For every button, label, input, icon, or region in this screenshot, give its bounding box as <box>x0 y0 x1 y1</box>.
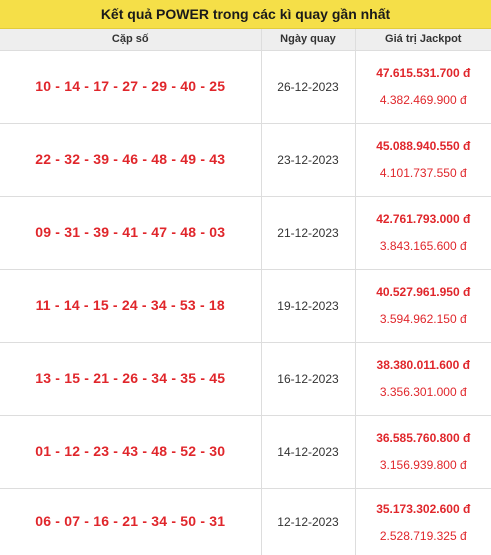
jackpot-cell <box>355 123 491 196</box>
jackpot-cell <box>355 50 491 123</box>
numbers-cell <box>0 123 261 196</box>
widget-title: Kết quả POWER trong các kì quay gần nhất <box>0 0 491 29</box>
date-cell <box>261 488 355 555</box>
winning-numbers: 09 - 31 - 39 - 41 - 47 - 48 - 03 <box>35 223 226 240</box>
date-cell <box>261 269 355 342</box>
jackpot-2-value: 4.382.469.900 đ <box>379 93 467 107</box>
winning-numbers: 22 - 32 - 39 - 46 - 48 - 49 - 43 <box>35 150 226 167</box>
jackpot-2-value: 3.594.962.150 đ <box>379 312 467 326</box>
winning-numbers: 13 - 15 - 21 - 26 - 34 - 35 - 45 <box>35 369 226 386</box>
numbers-cell <box>0 196 261 269</box>
results-table <box>0 29 491 555</box>
jackpot-2-value: 3.356.301.000 đ <box>379 385 467 399</box>
jackpot-2-value: 3.843.165.600 đ <box>379 239 467 253</box>
table-row <box>0 196 491 269</box>
table-row <box>0 415 491 488</box>
jackpot-2-value: 2.528.719.325 đ <box>379 528 467 543</box>
numbers-cell <box>0 342 261 415</box>
numbers-cell <box>0 269 261 342</box>
column-header-date: Ngày quay <box>261 29 355 50</box>
winning-numbers: 10 - 14 - 17 - 27 - 29 - 40 - 25 <box>35 77 226 94</box>
winning-numbers: 01 - 12 - 23 - 43 - 48 - 52 - 30 <box>35 442 226 459</box>
draw-date: 14-12-2023 <box>277 444 339 459</box>
table-row <box>0 123 491 196</box>
date-cell <box>261 50 355 123</box>
table-row <box>0 488 491 555</box>
jackpot-2-value: 3.156.939.800 đ <box>379 458 467 472</box>
winning-numbers: 11 - 14 - 15 - 24 - 34 - 53 - 18 <box>35 296 225 313</box>
column-header-jackpot: Giá trị Jackpot <box>355 29 491 50</box>
draw-date: 12-12-2023 <box>277 515 339 530</box>
winning-numbers: 06 - 07 - 16 - 21 - 34 - 50 - 31 <box>35 513 226 530</box>
draw-date: 21-12-2023 <box>277 225 339 240</box>
numbers-cell <box>0 488 261 555</box>
table-header-row <box>0 29 491 50</box>
numbers-cell <box>0 415 261 488</box>
jackpot-cell <box>355 269 491 342</box>
jackpot-1-value: 35.173.302.600 đ <box>376 501 471 516</box>
jackpot-1-value: 36.585.760.800 đ <box>376 431 471 445</box>
table-row <box>0 342 491 415</box>
jackpot-1-value: 42.761.793.000 đ <box>376 212 471 226</box>
jackpot-1-value: 38.380.011.600 đ <box>376 358 470 372</box>
date-cell <box>261 123 355 196</box>
jackpot-1-value: 45.088.940.550 đ <box>376 139 471 153</box>
date-cell <box>261 415 355 488</box>
date-cell <box>261 342 355 415</box>
column-header-numbers: Cặp số <box>0 29 261 50</box>
draw-date: 16-12-2023 <box>277 371 339 386</box>
table-row <box>0 50 491 123</box>
jackpot-2-value: 4.101.737.550 đ <box>379 166 467 180</box>
jackpot-cell <box>355 488 491 555</box>
jackpot-1-value: 40.527.961.950 đ <box>376 285 471 299</box>
jackpot-cell <box>355 342 491 415</box>
draw-date: 26-12-2023 <box>277 79 339 94</box>
draw-date: 19-12-2023 <box>277 298 339 313</box>
draw-date: 23-12-2023 <box>277 152 339 167</box>
date-cell <box>261 196 355 269</box>
jackpot-cell <box>355 196 491 269</box>
jackpot-1-value: 47.615.531.700 đ <box>376 66 471 80</box>
numbers-cell <box>0 50 261 123</box>
jackpot-cell <box>355 415 491 488</box>
table-row <box>0 269 491 342</box>
